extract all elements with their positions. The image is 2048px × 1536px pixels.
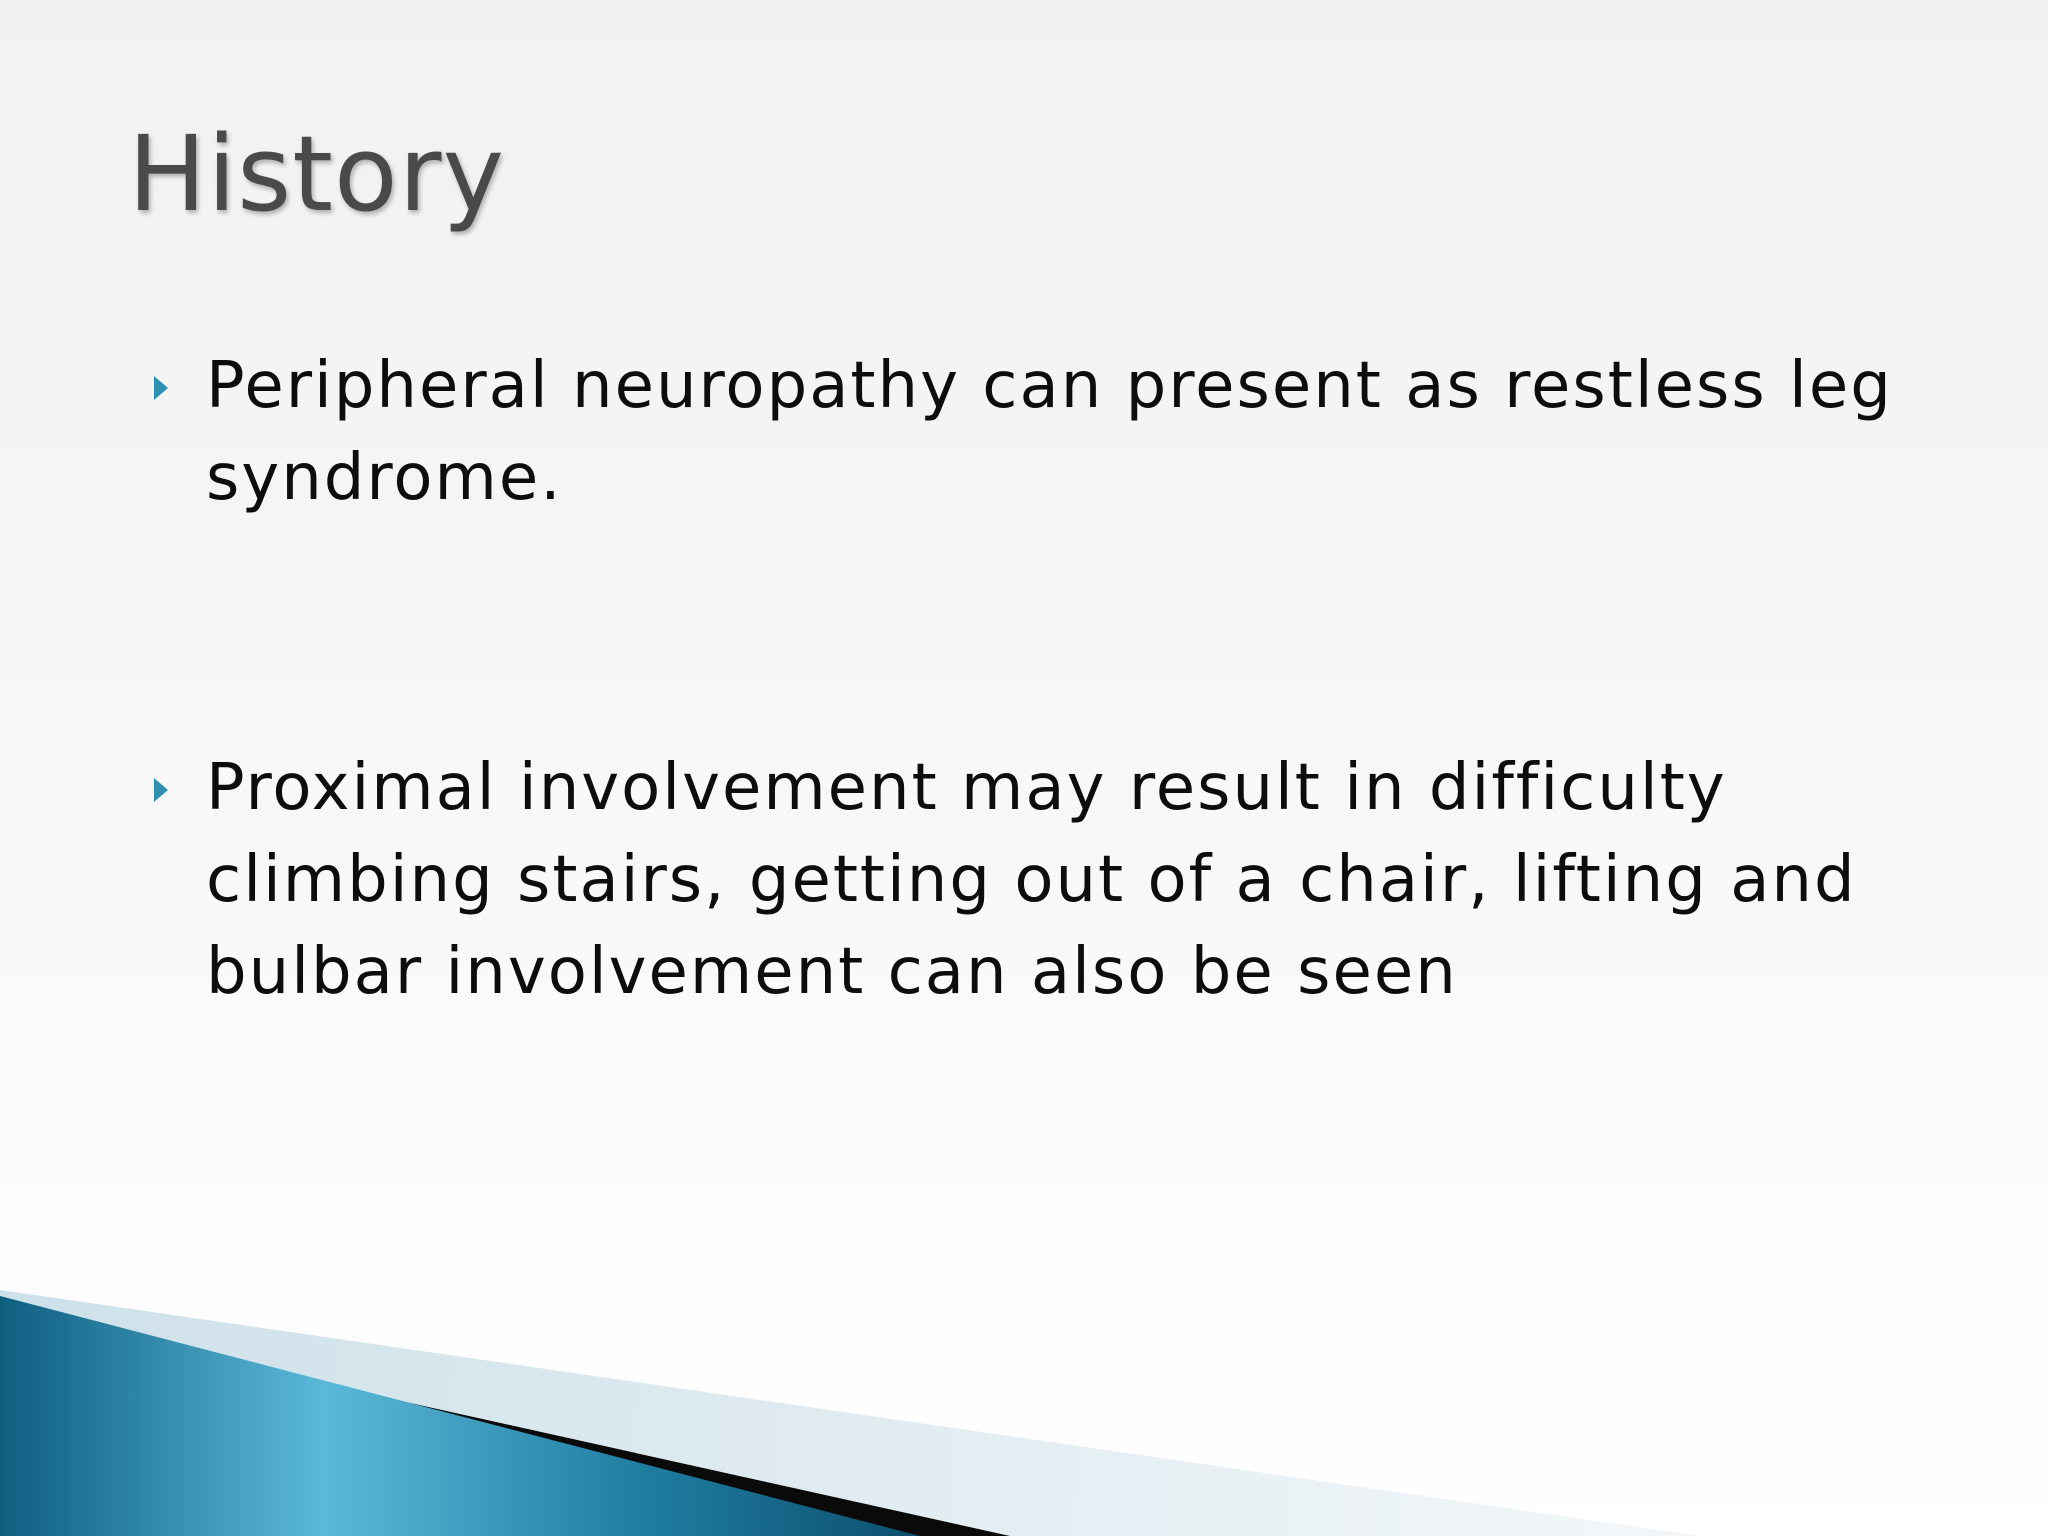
triangle-right-icon	[154, 376, 168, 400]
bullet-item	[140, 340, 1960, 524]
bullet-text: Proximal involvement may result in difficulty climbing stairs, getting out of a chair, lifting and bulbar involvement can also be seen	[206, 751, 1857, 1009]
bullet-list	[140, 340, 1960, 1018]
bullet-item	[140, 742, 1960, 1018]
slide-title: History	[128, 113, 505, 235]
bullet-text: Peripheral neuropathy can present as restless leg syndrome.	[206, 349, 1893, 515]
triangle-right-icon	[154, 778, 168, 802]
